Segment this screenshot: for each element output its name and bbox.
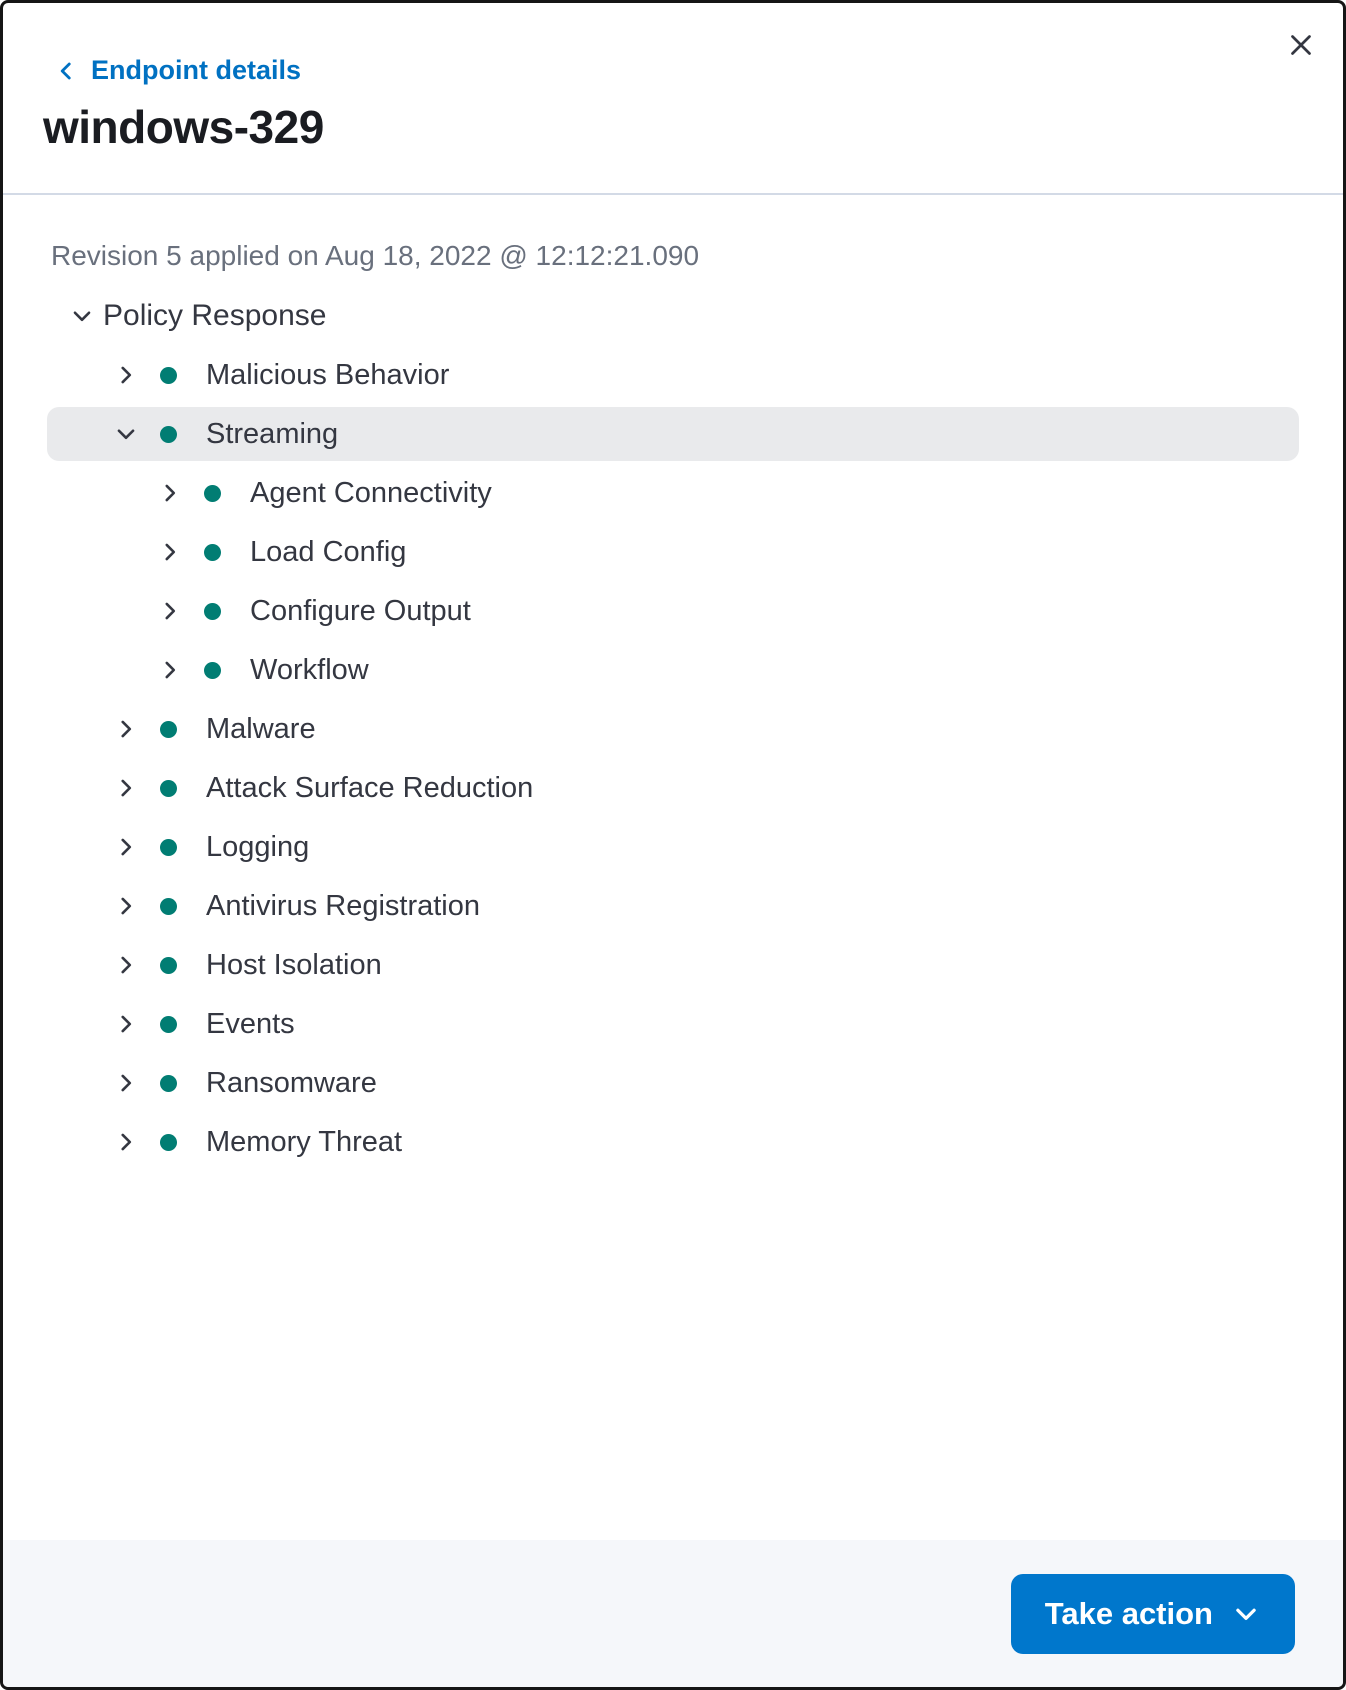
tree-item-label: Configure Output xyxy=(250,594,471,627)
chevron-right-icon xyxy=(157,598,183,624)
flyout-header xyxy=(3,3,1343,195)
chevron-left-icon xyxy=(53,58,79,84)
status-dot-icon xyxy=(160,1075,177,1092)
tree-items-container xyxy=(47,348,1299,1169)
chevron-right-icon xyxy=(113,952,139,978)
chevron-right-icon xyxy=(113,834,139,860)
status-dot-icon xyxy=(160,426,177,443)
tree-item[interactable] xyxy=(47,643,1299,697)
policy-response-tree xyxy=(47,289,1299,1169)
chevron-right-icon xyxy=(113,775,139,801)
status-dot-icon xyxy=(160,780,177,797)
chevron-down-icon xyxy=(113,421,139,447)
status-dot-icon xyxy=(204,603,221,620)
chevron-down-icon xyxy=(1231,1599,1261,1629)
tree-item[interactable] xyxy=(47,879,1299,933)
tree-item[interactable] xyxy=(47,525,1299,579)
tree-item[interactable] xyxy=(47,1056,1299,1110)
tree-item-label: Malware xyxy=(206,712,316,745)
status-dot-icon xyxy=(160,898,177,915)
tree-item[interactable] xyxy=(47,820,1299,874)
tree-item[interactable] xyxy=(47,466,1299,520)
chevron-right-icon xyxy=(157,539,183,565)
take-action-label: Take action xyxy=(1044,1595,1213,1631)
status-dot-icon xyxy=(160,1134,177,1151)
tree-item-label: Antivirus Registration xyxy=(206,889,480,922)
chevron-right-icon xyxy=(157,657,183,683)
chevron-right-icon xyxy=(113,716,139,742)
tree-item-label: Streaming xyxy=(206,417,339,450)
tree-item-label: Events xyxy=(206,1007,295,1040)
tree-item-label: Ransomware xyxy=(206,1066,377,1099)
tree-item[interactable] xyxy=(47,997,1299,1051)
status-dot-icon xyxy=(204,662,221,679)
status-dot-icon xyxy=(160,1016,177,1033)
chevron-down-icon xyxy=(69,303,95,329)
tree-item[interactable] xyxy=(47,407,1299,461)
tree-item-label: Host Isolation xyxy=(206,948,382,981)
status-dot-icon xyxy=(160,721,177,738)
status-dot-icon xyxy=(160,367,177,384)
page-title: windows-329 xyxy=(43,101,324,153)
chevron-right-icon xyxy=(113,1070,139,1096)
tree-item-label: Workflow xyxy=(250,653,369,686)
tree-item-label: Policy Response xyxy=(103,299,327,333)
tree-item[interactable] xyxy=(47,584,1299,638)
tree-item-policy-response[interactable] xyxy=(47,289,1299,343)
chevron-right-icon xyxy=(157,480,183,506)
status-dot-icon xyxy=(204,544,221,561)
close-icon xyxy=(1284,28,1318,62)
tree-item[interactable] xyxy=(47,938,1299,992)
close-button[interactable] xyxy=(1281,25,1321,65)
chevron-right-icon xyxy=(113,362,139,388)
take-action-button[interactable] xyxy=(1011,1574,1295,1654)
status-dot-icon xyxy=(204,485,221,502)
tree-item-label: Attack Surface Reduction xyxy=(206,771,534,804)
flyout-footer xyxy=(3,1540,1343,1687)
chevron-right-icon xyxy=(113,1011,139,1037)
revision-applied-text: Revision 5 applied on Aug 18, 2022 @ 12:12:21.090 xyxy=(51,240,700,272)
status-dot-icon xyxy=(160,839,177,856)
tree-item[interactable] xyxy=(47,348,1299,402)
back-link-label: Endpoint details xyxy=(91,55,302,85)
flyout-body xyxy=(3,195,1343,1540)
tree-item[interactable] xyxy=(47,1115,1299,1169)
chevron-right-icon xyxy=(113,1129,139,1155)
tree-item-label: Logging xyxy=(206,830,310,863)
back-to-endpoint-details-link[interactable] xyxy=(53,55,301,86)
tree-item-label: Malicious Behavior xyxy=(206,358,450,391)
tree-item-label: Agent Connectivity xyxy=(250,476,492,509)
chevron-right-icon xyxy=(113,893,139,919)
tree-item[interactable] xyxy=(47,702,1299,756)
tree-item-label: Memory Threat xyxy=(206,1125,403,1158)
tree-item[interactable] xyxy=(47,761,1299,815)
status-dot-icon xyxy=(160,957,177,974)
tree-item-label: Load Config xyxy=(250,535,407,568)
